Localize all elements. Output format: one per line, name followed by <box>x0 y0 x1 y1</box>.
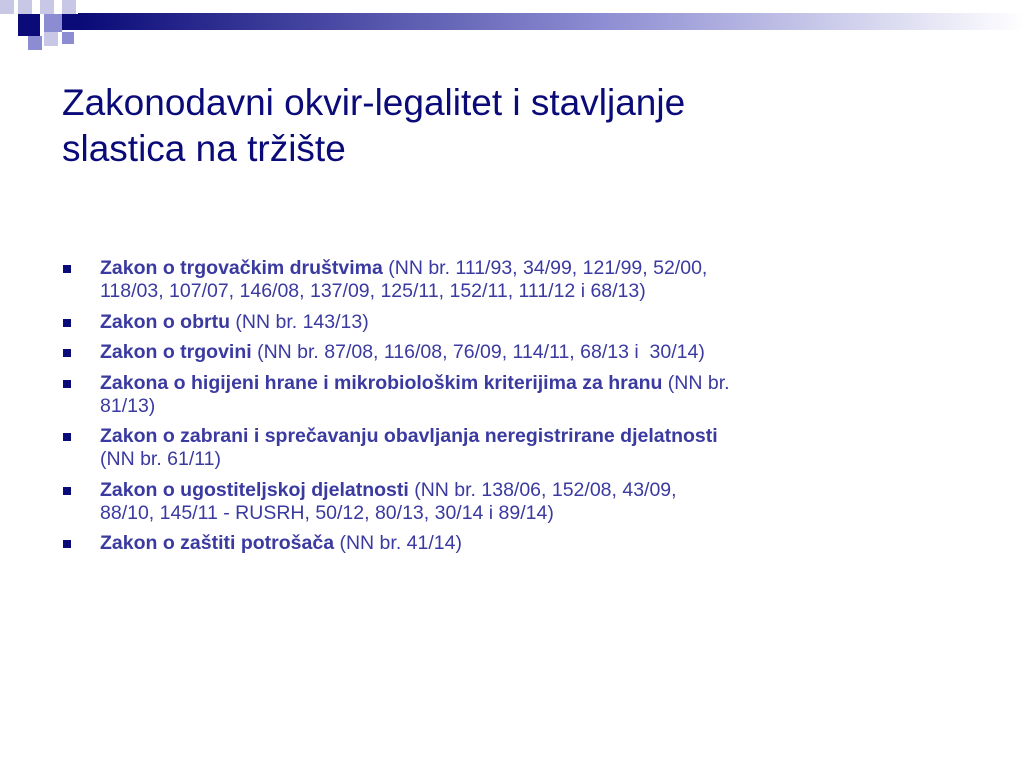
square-bullet-icon <box>63 380 71 388</box>
list-item <box>62 479 962 525</box>
decorative-square <box>18 14 40 36</box>
decorative-header-graphic <box>0 0 1024 60</box>
decorative-square <box>44 32 58 46</box>
list-item <box>62 532 962 555</box>
slide-title-line-2: slastica na tržište <box>62 128 346 169</box>
list-item <box>62 257 962 303</box>
decorative-square <box>62 14 78 30</box>
square-bullet-icon <box>63 319 71 327</box>
law-reference: (NN br. 41/14) <box>334 532 462 554</box>
law-reference: (NN br. 61/11) <box>100 448 222 470</box>
square-bullet-icon <box>63 540 71 548</box>
law-reference: (NN br. 143/13) <box>230 310 369 333</box>
square-bullet-icon <box>63 433 71 441</box>
slide-title-line-1: Zakonodavni okvir-legalitet i stavljanje <box>62 82 686 123</box>
law-reference: (NN br. 87/08, 116/08, 76/09, 114/11, 68/13 i 30/14) <box>251 341 705 363</box>
law-name: Zakona o higijeni hrane i mikrobiološkim kriterijima za hranu <box>100 371 663 394</box>
square-bullet-icon <box>63 487 71 495</box>
list-item <box>62 311 962 334</box>
law-reference-continued: 81/13) <box>100 394 156 417</box>
decorative-square <box>40 0 54 14</box>
law-name: Zakon o trgovini <box>100 341 252 363</box>
decorative-square <box>0 0 14 14</box>
list-item <box>62 425 962 471</box>
law-reference-continued: 88/10, 145/11 - RUSRH, 50/12, 80/13, 30/14 i 89/14) <box>100 501 554 524</box>
law-reference: (NN br. 111/93, 34/99, 121/99, 52/00, <box>382 257 708 279</box>
law-reference: (NN br. <box>662 371 730 394</box>
list-item <box>62 372 962 418</box>
decorative-square <box>62 0 76 14</box>
decorative-band <box>78 13 1024 30</box>
law-reference-continued: 118/03, 107/07, 146/08, 137/09, 125/11, 152/11, 111/12 i 68/13) <box>100 280 646 302</box>
decorative-square <box>62 32 74 44</box>
square-bullet-icon <box>63 349 71 357</box>
law-name: Zakon o zaštiti potrošača <box>100 532 335 554</box>
slide-title <box>62 80 962 172</box>
law-name: Zakon o trgovačkim društvima <box>100 257 383 279</box>
law-name: Zakon o obrtu <box>100 310 230 333</box>
square-bullet-icon <box>63 265 71 273</box>
decorative-square <box>18 0 32 14</box>
law-reference: (NN br. 138/06, 152/08, 43/09, <box>408 478 677 501</box>
law-list <box>62 257 962 563</box>
decorative-square <box>44 14 62 32</box>
decorative-square <box>28 36 42 50</box>
list-item <box>62 341 962 364</box>
law-name: Zakon o zabrani i sprečavanju obavljanja neregistrirane djelatnosti <box>100 425 718 447</box>
law-name: Zakon o ugostiteljskoj djelatnosti <box>100 478 409 501</box>
